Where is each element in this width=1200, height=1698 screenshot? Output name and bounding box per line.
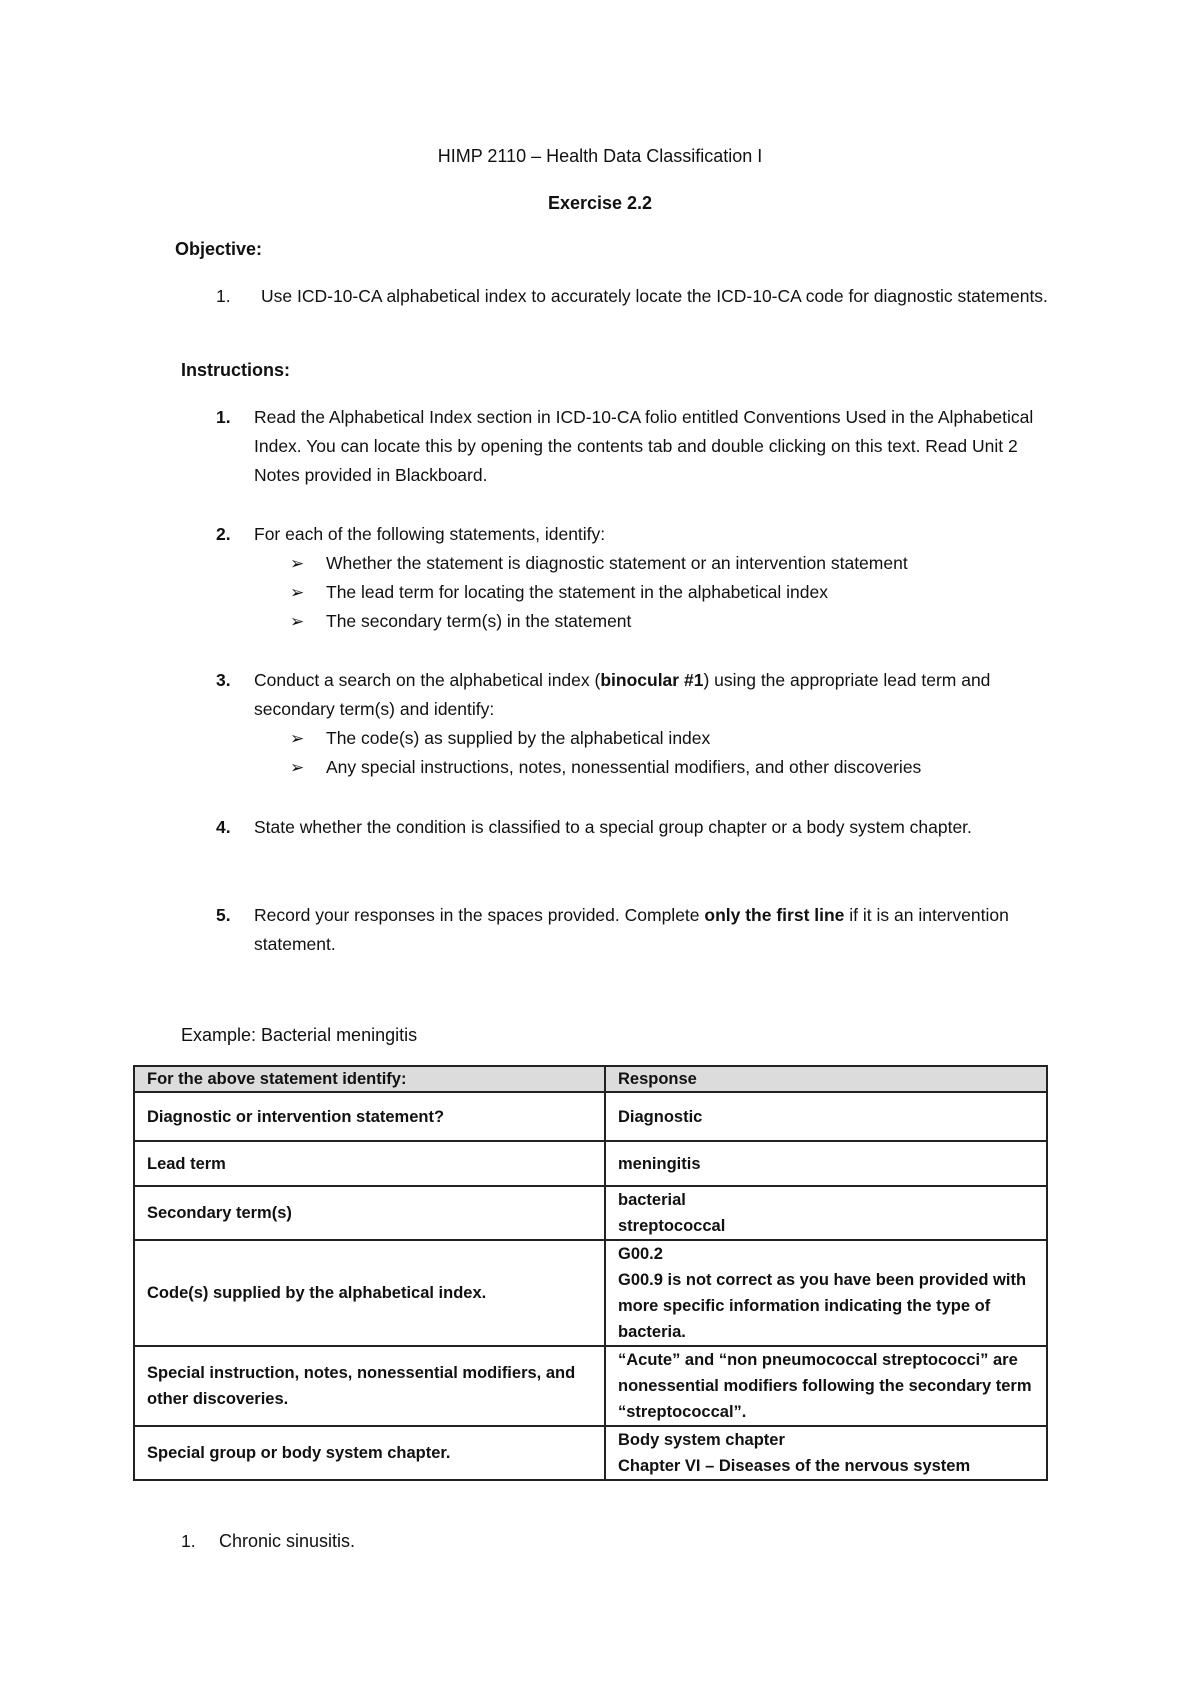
objective-heading: Objective: <box>175 239 263 259</box>
instruction-text <box>254 901 1054 959</box>
question-text: Chronic sinusitis. <box>219 1531 356 1551</box>
instruction-text: State whether the condition is classified to a special group chapter or a body system chapter. <box>254 817 972 837</box>
response-line: Chapter VI – Diseases of the nervous system <box>618 1457 971 1475</box>
instruction-text: For each of the following statements, identify: <box>254 524 606 544</box>
table-row-response <box>605 1186 1047 1240</box>
response-line: streptococcal <box>618 1217 726 1235</box>
arrowhead-bullet-icon: ➢ <box>290 729 305 748</box>
bullet-item <box>290 724 1090 753</box>
exercise-title: Exercise 2.2 <box>547 193 653 213</box>
course-title: HIMP 2110 – Health Data Classification I <box>437 146 763 166</box>
response-line: G00.9 is not correct as you have been provided with more specific information indicating the type of bacteria. <box>618 1271 1027 1341</box>
bullet-item <box>290 753 1090 782</box>
bullet-text: The secondary term(s) in the statement <box>326 611 632 631</box>
objective-item-text: Use ICD-10-CA alphabetical index to accurately locate the ICD-10-CA code for diagnostic statements. <box>261 286 1048 306</box>
table-header-row <box>134 1066 1047 1092</box>
instruction-text-part: ) using the appropriate lead term and secondary term(s) and identify: <box>254 670 991 719</box>
response-line: meningitis <box>618 1154 701 1173</box>
bullet-text: The code(s) as supplied by the alphabetical index <box>326 728 711 748</box>
arrowhead-bullet-icon: ➢ <box>290 583 305 602</box>
response-line: G00.2 <box>618 1245 663 1263</box>
bullet-text: Any special instructions, notes, nonessential modifiers, and other discoveries <box>326 757 922 777</box>
instruction-number: 5. <box>216 905 231 925</box>
instruction-text-bold: only the first line <box>704 905 845 925</box>
instruction-2-bullet-list <box>290 549 1090 636</box>
arrowhead-bullet-icon: ➢ <box>290 554 305 573</box>
instruction-number: 2. <box>216 524 231 544</box>
bullet-text: Whether the statement is diagnostic statement or an intervention statement <box>326 553 908 573</box>
instruction-text-part: Conduct a search on the alphabetical index ( <box>254 670 601 690</box>
response-line: “Acute” and “non pneumococcal streptococci” are nonessential modifiers following the secondary term “streptococcal”. <box>618 1351 1032 1421</box>
bullet-text: The lead term for locating the statement in the alphabetical index <box>326 582 828 602</box>
table-row <box>134 1186 1047 1240</box>
table-row <box>134 1092 1047 1141</box>
bullet-item <box>290 549 1090 578</box>
arrowhead-bullet-icon: ➢ <box>290 612 305 631</box>
table-row-label: Special instruction, notes, nonessential modifiers, and other discoveries. <box>134 1346 605 1426</box>
table-row-response <box>605 1426 1047 1480</box>
instruction-3-bullet-list <box>290 724 1090 782</box>
table-row-response <box>605 1240 1047 1346</box>
response-line: Diagnostic <box>618 1107 703 1126</box>
table-row <box>134 1426 1047 1480</box>
table-row-label: Secondary term(s) <box>134 1186 605 1240</box>
table-row-response <box>605 1141 1047 1186</box>
table-row <box>134 1141 1047 1186</box>
response-line: Body system chapter <box>618 1431 785 1449</box>
bullet-item <box>290 578 1090 607</box>
table-row-label: Special group or body system chapter. <box>134 1426 605 1480</box>
table-row-label: Lead term <box>134 1141 605 1186</box>
instruction-text-part: if it is an intervention statement. <box>254 905 1009 954</box>
table-row-label: Code(s) supplied by the alphabetical index. <box>134 1240 605 1346</box>
table-row-response <box>605 1092 1047 1141</box>
example-label: Example: Bacterial meningitis <box>181 1025 418 1045</box>
table-header-cell: For the above statement identify: <box>134 1066 605 1092</box>
table-row-response <box>605 1346 1047 1426</box>
instruction-text: Read the Alphabetical Index section in ICD-10-CA folio entitled Conventions Used in the Alphabetical Index. You can locate this by opening the contents tab and double clicking on this text. Read Unit 2 Notes provided in Blackboard. <box>254 407 1034 485</box>
bullet-item <box>290 607 1090 636</box>
instruction-number: 1. <box>216 407 231 427</box>
instructions-heading: Instructions: <box>181 360 291 380</box>
instruction-number: 3. <box>216 670 231 690</box>
objective-item-number: 1. <box>216 286 231 306</box>
table-header-cell: Response <box>605 1066 1047 1092</box>
table-row-label: Diagnostic or intervention statement? <box>134 1092 605 1141</box>
response-line: bacterial <box>618 1191 686 1209</box>
instruction-number: 4. <box>216 817 231 837</box>
arrowhead-bullet-icon: ➢ <box>290 758 305 777</box>
instruction-text-part: Record your responses in the spaces provided. Complete <box>254 905 705 925</box>
instruction-text <box>254 666 1054 724</box>
question-number: 1. <box>181 1531 196 1551</box>
example-response-table <box>133 1065 1048 1481</box>
table-row <box>134 1346 1047 1426</box>
instruction-text-bold: binocular #1 <box>600 670 704 690</box>
table-row <box>134 1240 1047 1346</box>
